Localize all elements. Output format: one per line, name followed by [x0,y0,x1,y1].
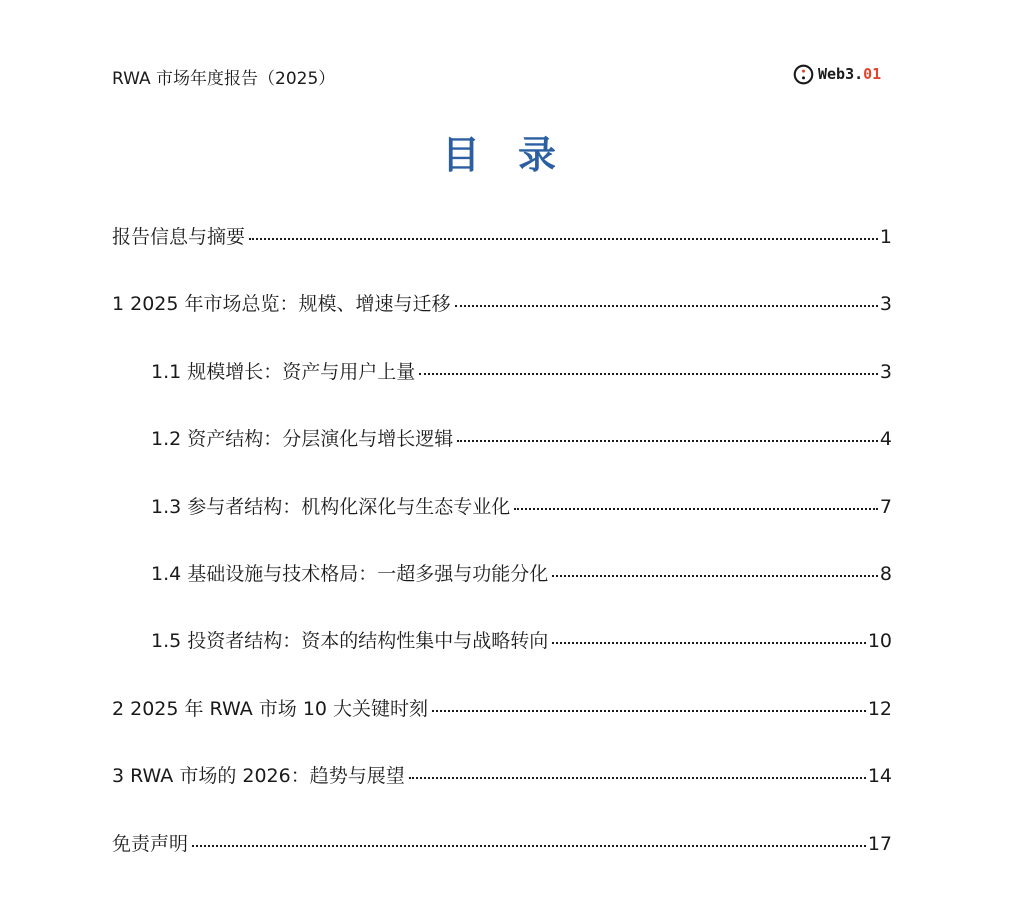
toc-entry-label: 2 2025 年 RWA 市场 10 大关键时刻 [112,698,429,720]
toc-page-number: 3 [879,361,892,383]
toc-dot-leader [432,710,866,712]
toc-dot-leader [552,575,878,577]
toc-entry-label: 1.1 规模增长：资产与用户上量 [151,361,416,383]
logo-text-main: Web3. [818,65,864,83]
toc-entry-chapter-1[interactable] [112,291,892,317]
toc-dot-leader [192,845,866,847]
dot-circle-logo-icon [793,64,814,85]
toc-entry-section-1-2[interactable] [151,426,892,452]
toc-entry-chapter-2[interactable] [112,696,892,722]
logo-text-accent: 01 [863,65,882,83]
toc-page-number: 1 [879,226,892,248]
toc-page-number: 10 [867,630,892,652]
toc-entry-section-1-4[interactable] [151,561,892,587]
toc-entry-label: 1 2025 年市场总览：规模、增速与迁移 [112,293,451,315]
toc-entry-section-1-3[interactable] [151,494,892,520]
page-title: 目录 [441,133,594,177]
toc-dot-leader [552,642,866,644]
toc-page-number: 12 [867,698,892,720]
toc-page-number: 3 [879,293,892,315]
toc-dot-leader [249,238,878,240]
toc-entry-label: 1.3 参与者结构：机构化深化与生态专业化 [151,496,511,518]
toc-entry-label: 免责声明 [112,833,189,855]
toc-entry-chapter-3[interactable] [112,763,892,789]
toc-dot-leader [409,777,866,779]
toc-page-number: 14 [867,765,892,787]
toc-dot-leader [455,305,878,307]
toc-dot-leader [419,373,878,375]
toc-entry-label: 1.2 资产结构：分层演化与增长逻辑 [151,428,454,450]
toc-entry-section-1-1[interactable] [151,359,892,385]
report-header-title: RWA 市场年度报告（2025） [112,69,336,89]
toc-dot-leader [457,440,878,442]
toc-dot-leader [514,508,878,510]
toc-page-number: 7 [879,496,892,518]
toc-entry-summary[interactable] [112,224,892,250]
web3-01-logo [793,62,881,86]
toc-entry-label: 1.5 投资者结构：资本的结构性集中与战略转向 [151,630,549,652]
toc-entry-label: 1.4 基础设施与技术格局：一超多强与功能分化 [151,563,549,585]
toc-entry-label: 3 RWA 市场的 2026：趋势与展望 [112,765,405,787]
toc-page-number: 17 [867,833,892,855]
toc-page-number: 8 [879,563,892,585]
toc-entry-disclaimer[interactable] [112,831,892,857]
logo-text [818,65,881,83]
toc-page-number: 4 [879,428,892,450]
toc-entry-label: 报告信息与摘要 [112,226,246,248]
toc-entry-section-1-5[interactable] [151,628,892,654]
